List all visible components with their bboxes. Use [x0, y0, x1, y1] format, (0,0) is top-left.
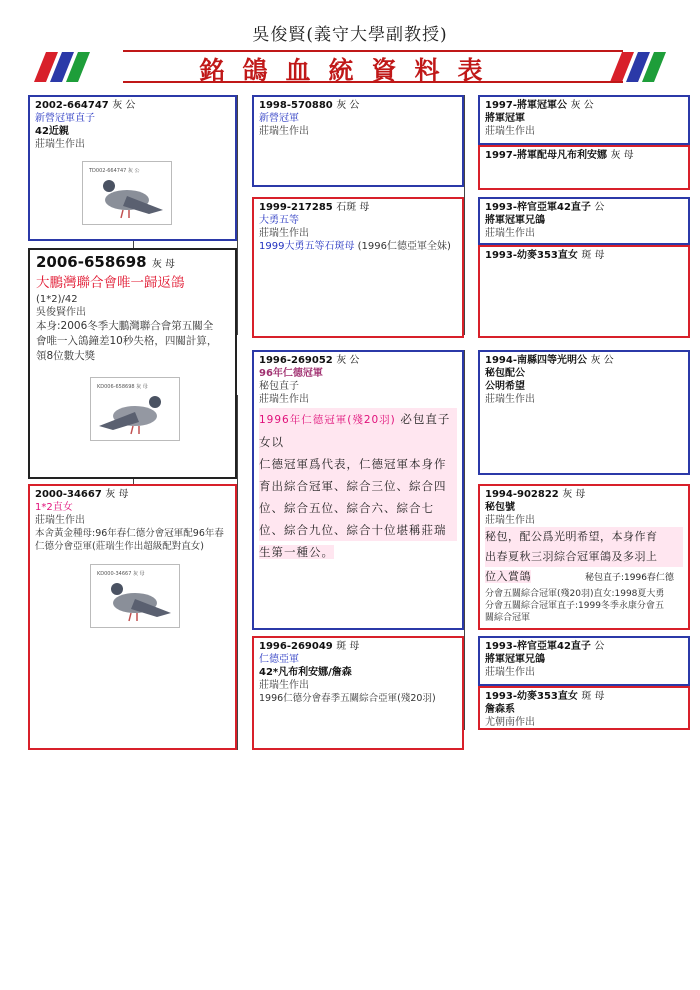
sd-line1: 大勇五等	[259, 215, 299, 226]
subject-note3: 領8位數大獎	[36, 350, 96, 362]
ssd-ring: 1997-將軍配母凡布利安娜	[485, 150, 607, 161]
dsd-line1: 秘包號	[485, 502, 515, 513]
dds-card	[478, 636, 690, 686]
ds-line2: 秘包直子	[259, 381, 299, 392]
dam-photo	[90, 564, 180, 628]
dds-line2: 莊瑞生作出	[485, 667, 535, 678]
ddd-line1: 詹森系	[485, 704, 515, 715]
sds-card	[478, 197, 690, 245]
sss-card	[478, 95, 690, 145]
sdd-card	[478, 245, 690, 338]
ss-card	[252, 95, 464, 187]
sds-line1: 將軍冠軍兄鴿	[485, 215, 545, 226]
sire-line2: 42近親	[35, 126, 69, 137]
ssd-card	[478, 145, 690, 190]
dss-sex: 灰 公	[590, 355, 614, 366]
subject-sex: 灰 母	[151, 259, 176, 270]
connector	[133, 240, 134, 248]
dd-line4: 1996仁德分會春季五關綜合亞軍(殘20羽)	[259, 693, 436, 704]
ddd-ring: 1993-幼麥353直女	[485, 691, 578, 702]
dds-ring: 1993-梓官亞軍42直子	[485, 641, 591, 652]
ss-line1: 新營冠軍	[259, 113, 299, 124]
ds-description	[259, 408, 457, 563]
sire-line1: 新營冠軍直子	[35, 113, 95, 124]
subject-photo-tag: KD006-658698 灰 母	[97, 384, 148, 390]
dam-card	[28, 484, 237, 750]
sire-sex: 灰 公	[112, 100, 136, 111]
dss-line3: 莊瑞生作出	[485, 394, 535, 405]
subject-line2: 吳俊賢作出	[36, 307, 86, 318]
ds-big-5: 生第一種公。	[259, 545, 334, 559]
title-banner	[28, 48, 672, 84]
dsd-side: 秘包直子:1996春仁德	[585, 573, 674, 583]
subject-note1: 本身:2006冬季大鵬灣聯合會第五關全	[36, 320, 214, 332]
dam-line2: 莊瑞生作出	[35, 515, 85, 526]
sds-ring: 1993-梓官亞軍42直子	[485, 202, 591, 213]
dsd-line2: 莊瑞生作出	[485, 515, 535, 526]
dd-card	[252, 636, 464, 750]
ds-big-3: 位、綜合五位、綜合六、綜合七	[259, 497, 457, 519]
sire-photo	[82, 161, 172, 225]
ddd-card	[478, 686, 690, 730]
connector	[237, 95, 238, 335]
dsd-card	[478, 484, 690, 630]
sd-line2: 莊瑞生作出	[259, 228, 309, 239]
ds-line1: 96年仁德冠軍	[259, 368, 323, 379]
author-line: 吳俊賢(義守大學副教授)	[252, 25, 448, 45]
subject-card	[28, 248, 237, 479]
sss-line2: 莊瑞生作出	[485, 126, 535, 137]
ddd-sex: 斑 母	[581, 691, 605, 702]
ds-line3: 莊瑞生作出	[259, 394, 309, 405]
sds-line2: 莊瑞生作出	[485, 228, 535, 239]
sire-line3: 莊瑞生作出	[35, 139, 85, 150]
dsd-sex: 灰 母	[562, 489, 586, 500]
sss-ring: 1997-將軍冠軍公	[485, 100, 567, 111]
dsd-big3: 位入賞鴿	[485, 570, 531, 583]
subject-ring: 2006-658698	[36, 253, 147, 271]
connector	[464, 95, 465, 335]
dd-ring: 1996-269049	[259, 641, 333, 652]
dd-line3: 莊瑞生作出	[259, 680, 309, 691]
ss-sex: 灰 公	[336, 100, 360, 111]
sss-line1: 將軍冠軍	[485, 113, 525, 124]
dss-line2: 公明希望	[485, 381, 525, 392]
dss-card	[478, 350, 690, 475]
ds-big-0: 必包直子女以	[259, 412, 451, 449]
ds-sex: 灰 公	[336, 355, 360, 366]
dd-sex: 斑 母	[336, 641, 360, 652]
ss-ring: 1998-570880	[259, 100, 333, 111]
dsd-description	[485, 527, 683, 588]
dam-sex: 灰 母	[105, 489, 129, 500]
subject-note2: 會唯一入鴿鐘差10秒失格，四關計算，	[36, 335, 218, 347]
sd-sex: 石斑 母	[336, 202, 370, 213]
sdd-sex: 斑 母	[581, 250, 605, 261]
sire-photo-tag: TD002-664747 灰 公	[89, 168, 140, 174]
dam-line1: 1*2直女	[35, 502, 73, 513]
connector	[464, 350, 465, 730]
sss-sex: 灰 公	[570, 100, 594, 111]
sire-ring: 2002-664747	[35, 100, 109, 111]
dam-photo-tag: KD000-34667 灰 母	[97, 571, 145, 577]
sds-sex: 公	[594, 202, 605, 213]
ds-ring: 1996-269052	[259, 355, 333, 366]
dsd-note2: 分會五關綜合冠軍直子:1999冬季永康分會五	[485, 601, 664, 611]
dam-note2: 仁德分會亞軍(莊瑞生作出超級配對直女)	[35, 541, 204, 552]
dsd-big2: 出春夏秋三羽綜合冠軍鴿及多羽上	[485, 547, 683, 567]
sd-line3b: (1996仁德亞軍全妹)	[357, 241, 451, 252]
ddd-line2: 尤朝南作出	[485, 717, 535, 728]
subject-name: 大鵬灣聯合會唯一歸返鴿	[36, 275, 185, 291]
ds-big-2: 育出綜合冠軍、綜合三位、綜合四	[259, 475, 457, 497]
dsd-big1: 秘包，配公爲光明希望，本身作育	[485, 527, 683, 547]
ds-card	[252, 350, 464, 630]
sd-ring: 1999-217285	[259, 202, 333, 213]
page-title: 銘鴿血統資料表	[199, 56, 501, 85]
ssd-sex: 灰 母	[610, 150, 634, 161]
dsd-ring: 1994-902822	[485, 489, 559, 500]
dds-line1: 將軍冠軍兄鴿	[485, 654, 545, 665]
dd-line1: 仁德亞軍	[259, 654, 299, 665]
dam-note1: 本舍黃金種母:96年春仁德分會冠軍配96年春	[35, 528, 224, 539]
dss-line1: 秘包配公	[485, 368, 525, 379]
sd-line3: 1999大勇五等石斑母	[259, 241, 355, 252]
sd-card	[252, 197, 464, 338]
ss-line2: 莊瑞生作出	[259, 126, 309, 137]
dss-ring: 1994-南縣四等光明公	[485, 355, 587, 366]
subject-photo	[90, 377, 180, 441]
dsd-note1: 分會五關綜合冠軍(殘20羽)直女:1998夏大勇	[485, 589, 665, 599]
dsd-note3: 關綜合冠軍	[485, 613, 531, 623]
subject-line1: (1*2)/42	[36, 294, 78, 305]
ds-big-4: 位、綜合九位、綜合十位堪稱莊瑞	[259, 519, 457, 541]
dam-ring: 2000-34667	[35, 489, 102, 500]
ds-big-highlight: 1996年仁德冠軍(殘20羽)	[259, 414, 396, 426]
dd-line2: 42*凡布利安娜/詹森	[259, 667, 352, 678]
sire-card	[28, 95, 237, 241]
ds-big-1: 仁德冠軍爲代表，仁德冠軍本身作	[259, 453, 457, 475]
connector	[237, 395, 238, 750]
dds-sex: 公	[594, 641, 605, 652]
sdd-ring: 1993-幼麥353直女	[485, 250, 578, 261]
